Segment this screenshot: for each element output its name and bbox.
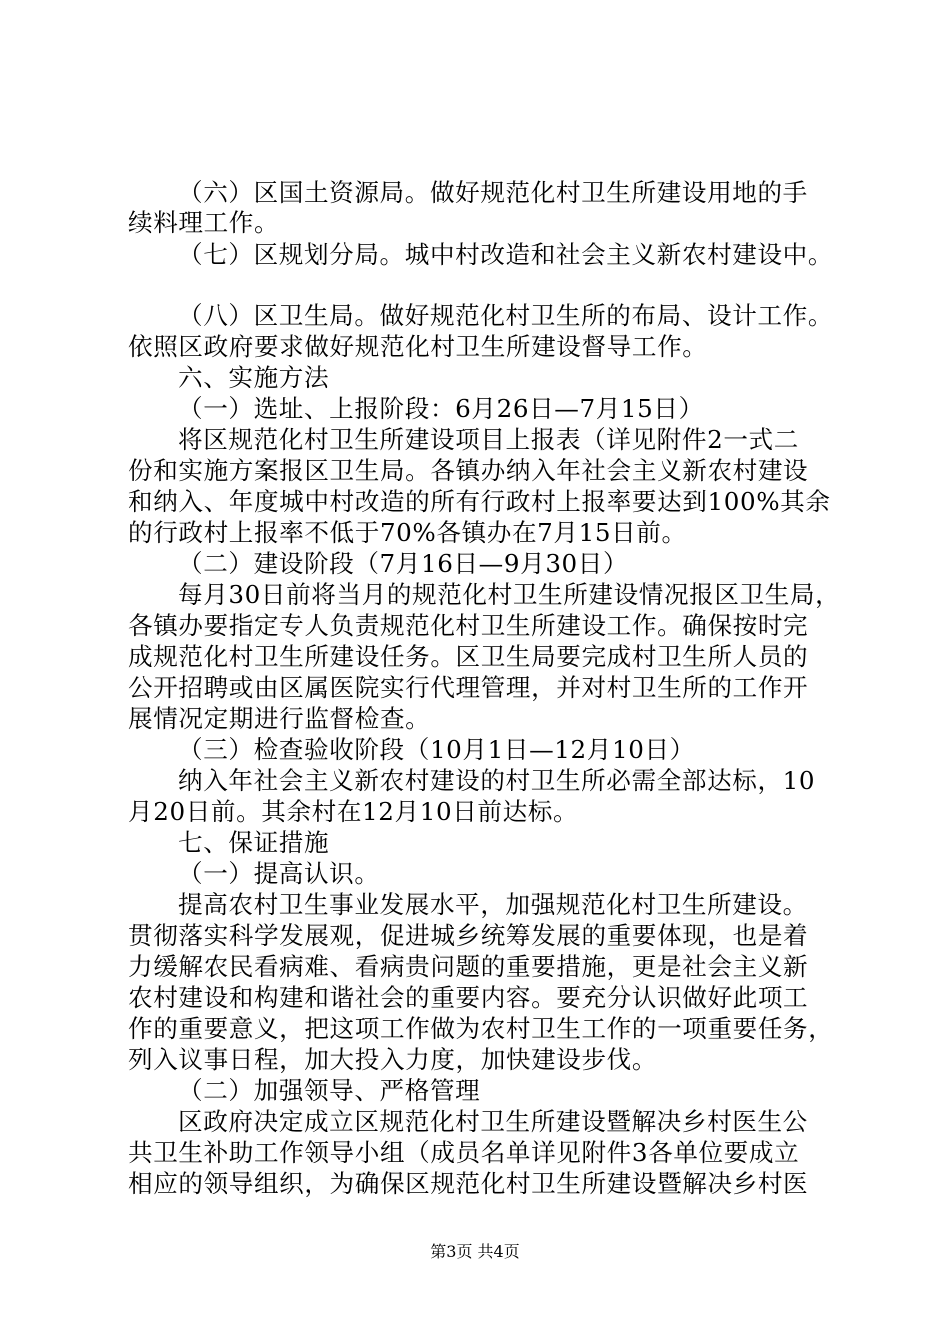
subsection-heading: （三）检查验收阶段（10月1日—12月10日）	[178, 735, 695, 764]
paragraph-line: 列入议事日程，加大投入力度，加快建设步伐。	[128, 1045, 658, 1074]
paragraph-line: 份和实施方案报区卫生局。各镇办纳入年社会主义新农村建设	[128, 456, 809, 485]
paragraph-line: （六）区国土资源局。做好规范化村卫生所建设用地的手	[178, 178, 808, 207]
paragraph-line: 共卫生补助工作领导小组（成员名单详见附件3各单位要成立	[128, 1138, 800, 1167]
paragraph-line: 纳入年社会主义新农村建设的村卫生所必需全部达标，10	[178, 766, 816, 795]
paragraph-line: 贯彻落实科学发展观，促进城乡统筹发展的重要体现，也是着	[128, 921, 809, 950]
paragraph-line: 作的重要意义，把这项工作做为农村卫生工作的一项重要任务，	[128, 1014, 834, 1043]
paragraph-line: 各镇办要指定专人负责规范化村卫生所建设工作。确保按时完	[128, 611, 809, 640]
paragraph-line: 力缓解农民看病难、看病贵问题的重要措施，更是社会主义新	[128, 952, 809, 981]
paragraph-line: （七）区规划分局。城中村改造和社会主义新农村建设中。	[178, 240, 834, 269]
paragraph-line: 将区规范化村卫生所建设项目上报表（详见附件2一式二	[178, 425, 799, 454]
section-heading: 六、实施方法	[178, 363, 330, 392]
paragraph-line: 续料理工作。	[128, 208, 280, 237]
paragraph-line: （八）区卫生局。做好规范化村卫生所的布局、设计工作。	[178, 301, 834, 330]
section-heading: 七、保证措施	[178, 828, 330, 857]
paragraph-line: 和纳入、年度城中村改造的所有行政村上报率要达到100%其余	[128, 487, 831, 516]
subsection-heading: （一）提高认识。	[178, 859, 380, 888]
paragraph-line: 成规范化村卫生所建设任务。区卫生局要完成村卫生所人员的	[128, 642, 809, 671]
paragraph-line: 提高农村卫生事业发展水平，加强规范化村卫生所建设。	[178, 890, 808, 919]
paragraph-line: 的行政村上报率不低于70%各镇办在7月15日前。	[128, 518, 687, 547]
paragraph-line: 相应的领导组织，为确保区规范化村卫生所建设暨解决乡村医	[128, 1169, 809, 1198]
subsection-heading: （一）选址、上报阶段：6月26日—7月15日）	[178, 394, 704, 423]
paragraph-line: 农村建设和构建和谐社会的重要内容。要充分认识做好此项工	[128, 983, 809, 1012]
paragraph-line: 月20日前。其余村在12月10日前达标。	[128, 797, 579, 826]
paragraph-line: 展情况定期进行监督检查。	[128, 704, 431, 733]
paragraph-line: 区政府决定成立区规范化村卫生所建设暨解决乡村医生公	[178, 1107, 808, 1136]
page-footer: 第3页 共4页	[430, 1242, 520, 1261]
subsection-heading: （二）加强领导、严格管理	[178, 1076, 481, 1105]
paragraph-line: 依照区政府要求做好规范化村卫生所建设督导工作。	[128, 332, 708, 361]
subsection-heading: （二）建设阶段（7月16日—9月30日）	[178, 549, 629, 578]
paragraph-line: 公开招聘或由区属医院实行代理管理，并对村卫生所的工作开	[128, 673, 809, 702]
paragraph-line: 每月30日前将当月的规范化村卫生所建设情况报区卫生局，	[178, 580, 841, 609]
